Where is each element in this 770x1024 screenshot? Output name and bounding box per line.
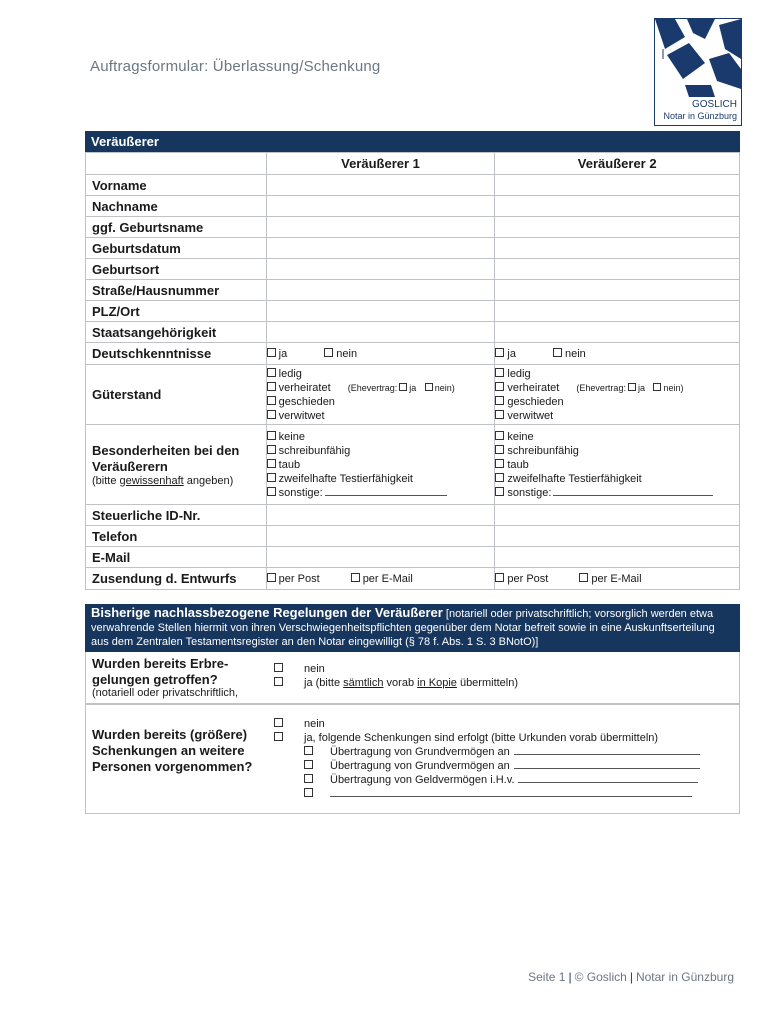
checkbox-taub-1[interactable]: taub — [267, 458, 495, 472]
label-geburtsdatum: Geburtsdatum — [86, 238, 267, 259]
field-nachname-1[interactable] — [266, 196, 495, 217]
zusendung-options-2 — [495, 568, 740, 590]
page-footer: Seite 1 | © Goslich | Notar in Günzburg — [528, 970, 734, 984]
checkbox-ja-2[interactable]: ja — [495, 348, 516, 360]
checkbox-nein-2[interactable]: nein — [553, 348, 586, 360]
label-email: E-Mail — [86, 547, 267, 568]
question-2-answers — [274, 717, 700, 801]
gueterstand-options-2 — [495, 365, 740, 425]
field-nachname-2[interactable] — [495, 196, 740, 217]
field-staat-2[interactable] — [495, 322, 740, 343]
footer-page: Seite 1 — [528, 970, 566, 984]
checkbox-taub-2[interactable]: taub — [495, 458, 739, 472]
label-vorname: Vorname — [86, 175, 267, 196]
besonderheiten-options-2 — [495, 425, 740, 505]
section-header-regelungen — [85, 604, 740, 652]
checkbox-email-2[interactable]: per E-Mail — [579, 573, 641, 585]
label-besonderheiten — [86, 425, 267, 505]
field-geburtsname-1[interactable] — [266, 217, 495, 238]
notary-logo — [654, 18, 742, 126]
field-geburtsdatum-1[interactable] — [266, 238, 495, 259]
document-title: Auftragsformular: Überlassung/Schenkung — [90, 58, 381, 75]
section-header-veraeusserer — [85, 131, 740, 152]
question-1-text: Wurden bereits Erbre-gelungen getroffen? — [92, 656, 229, 687]
besonderheiten-note: (bitte gewissenhaft angeben) — [92, 474, 234, 487]
checkbox-email-1[interactable]: per E-Mail — [351, 573, 413, 585]
label-nachname: Nachname — [86, 196, 267, 217]
field-staat-1[interactable] — [266, 322, 495, 343]
col-header-seller-2: Veräußerer 2 — [495, 153, 740, 175]
field-strasse-2[interactable] — [495, 280, 740, 301]
section2-note: [notariell oder privatschriftlich; vorsorglich werden etwa verwahrende Stellen hiermit von ihren Verschwiegenheitspflichten gegenüber dem Notar befreit sowie in eine Auskunftserteilung aus dem Zentralen Testamentsregister an den Notar eingewilligt (§ 78 f. Abs. 1 S. 3 BNotO)] — [91, 608, 715, 648]
label-zusendung: Zusendung d. Entwurfs — [86, 568, 267, 590]
field-plz-2[interactable] — [495, 301, 740, 322]
field-vorname-1[interactable] — [266, 175, 495, 196]
field-email-1[interactable] — [266, 547, 495, 568]
checkbox-keine-2[interactable]: keine — [495, 430, 739, 444]
checkbox-ledig-1[interactable]: ledig — [267, 367, 495, 381]
question-1-note: (notariell oder privatschriftlich, — [92, 687, 239, 699]
logo-line-2: Notar in Günzburg — [663, 111, 737, 121]
field-geburtsname-2[interactable] — [495, 217, 740, 238]
checkbox-q2-geld[interactable]: Übertragung von Geldvermögen i.H.v. — [274, 773, 700, 787]
label-steuer: Steuerliche ID-Nr. — [86, 505, 267, 526]
footer-copyright: © Goslich — [574, 970, 627, 984]
checkbox-verwitwet-1[interactable]: verwitwet — [267, 409, 495, 423]
ehevertrag-note-1: (Ehevertrag: ja nein) — [347, 382, 455, 393]
checkbox-ja-1[interactable]: ja — [267, 348, 288, 360]
checkbox-schreibunfaehig-2[interactable]: schreibunfähig — [495, 444, 739, 458]
col-header-seller-1: Veräußerer 1 — [266, 153, 495, 175]
checkbox-post-1[interactable]: per Post — [267, 573, 320, 585]
zusendung-options-1 — [266, 568, 495, 590]
bavarian-lozenge-icon — [655, 19, 741, 99]
checkbox-q2-other[interactable] — [274, 787, 700, 801]
field-plz-1[interactable] — [266, 301, 495, 322]
checkbox-sonstige-2[interactable]: sonstige: — [495, 486, 739, 500]
checkbox-q1-nein[interactable]: nein — [274, 662, 518, 676]
checkbox-geschieden-2[interactable]: geschieden — [495, 395, 739, 409]
checkbox-testier-1[interactable]: zweifelhafte Testierfähigkeit — [267, 472, 495, 486]
footer-place: Notar in Günzburg — [635, 970, 734, 984]
section2-title: Bisherige nachlassbezogene Regelungen der Veräußerer — [91, 605, 443, 620]
checkbox-q2-grund-1[interactable]: Übertragung von Grundvermögen an — [274, 745, 700, 759]
checkbox-verheiratet-2[interactable]: verheiratet — [495, 382, 559, 394]
empty-header-cell — [86, 153, 267, 175]
checkbox-keine-1[interactable]: keine — [267, 430, 495, 444]
question-2-text: Wurden bereits (größere) Schenkungen an weitere Personen vorgenommen? — [92, 727, 253, 774]
checkbox-nein-1[interactable]: nein — [324, 348, 357, 360]
checkbox-q2-ja[interactable]: ja, folgende Schenkungen sind erfolgt (bitte Urkunden vorab übermitteln) — [274, 731, 700, 745]
field-geburtsort-2[interactable] — [495, 259, 740, 280]
field-geburtsdatum-2[interactable] — [495, 238, 740, 259]
seller-table — [85, 152, 740, 590]
label-gueterstand: Güterstand — [86, 365, 267, 425]
field-vorname-2[interactable] — [495, 175, 740, 196]
field-strasse-1[interactable] — [266, 280, 495, 301]
field-geburtsort-1[interactable] — [266, 259, 495, 280]
logo-line-1: GOSLICH — [691, 99, 737, 110]
label-strasse: Straße/Hausnummer — [86, 280, 267, 301]
field-steuer-1[interactable] — [266, 505, 495, 526]
question-schenkungen — [85, 704, 740, 814]
checkbox-testier-2[interactable]: zweifelhafte Testierfähigkeit — [495, 472, 739, 486]
label-deutsch: Deutschkenntnisse — [86, 343, 267, 365]
deutsch-options-2 — [495, 343, 740, 365]
label-plz: PLZ/Ort — [86, 301, 267, 322]
checkbox-verheiratet-1[interactable]: verheiratet — [267, 382, 331, 394]
checkbox-ledig-2[interactable]: ledig — [495, 367, 739, 381]
field-email-2[interactable] — [495, 547, 740, 568]
checkbox-geschieden-1[interactable]: geschieden — [267, 395, 495, 409]
label-staat: Staatsangehörigkeit — [86, 322, 267, 343]
field-telefon-2[interactable] — [495, 526, 740, 547]
field-steuer-2[interactable] — [495, 505, 740, 526]
section-header-label: Veräußerer — [91, 134, 159, 149]
question-erbregelungen — [85, 652, 740, 704]
besonderheiten-title: Besonderheiten bei den Veräußerern — [92, 442, 240, 474]
deutsch-options-1 — [266, 343, 495, 365]
checkbox-q2-nein[interactable]: nein — [274, 717, 700, 731]
ehevertrag-note-2: (Ehevertrag: ja nein) — [576, 382, 684, 393]
checkbox-verwitwet-2[interactable]: verwitwet — [495, 409, 739, 423]
besonderheiten-options-1 — [266, 425, 495, 505]
question-1-answers — [274, 662, 518, 690]
label-telefon: Telefon — [86, 526, 267, 547]
gueterstand-options-1 — [266, 365, 495, 425]
label-geburtsort: Geburtsort — [86, 259, 267, 280]
checkbox-q2-grund-2[interactable]: Übertragung von Grundvermögen an — [274, 759, 700, 773]
checkbox-post-2[interactable]: per Post — [495, 573, 548, 585]
checkbox-schreibunfaehig-1[interactable]: schreibunfähig — [267, 444, 495, 458]
label-geburtsname: ggf. Geburtsname — [86, 217, 267, 238]
field-telefon-1[interactable] — [266, 526, 495, 547]
checkbox-sonstige-1[interactable]: sonstige: — [267, 486, 495, 500]
checkbox-q1-ja[interactable]: ja (bitte sämtlich vorab in Kopie übermitteln) — [274, 676, 518, 690]
